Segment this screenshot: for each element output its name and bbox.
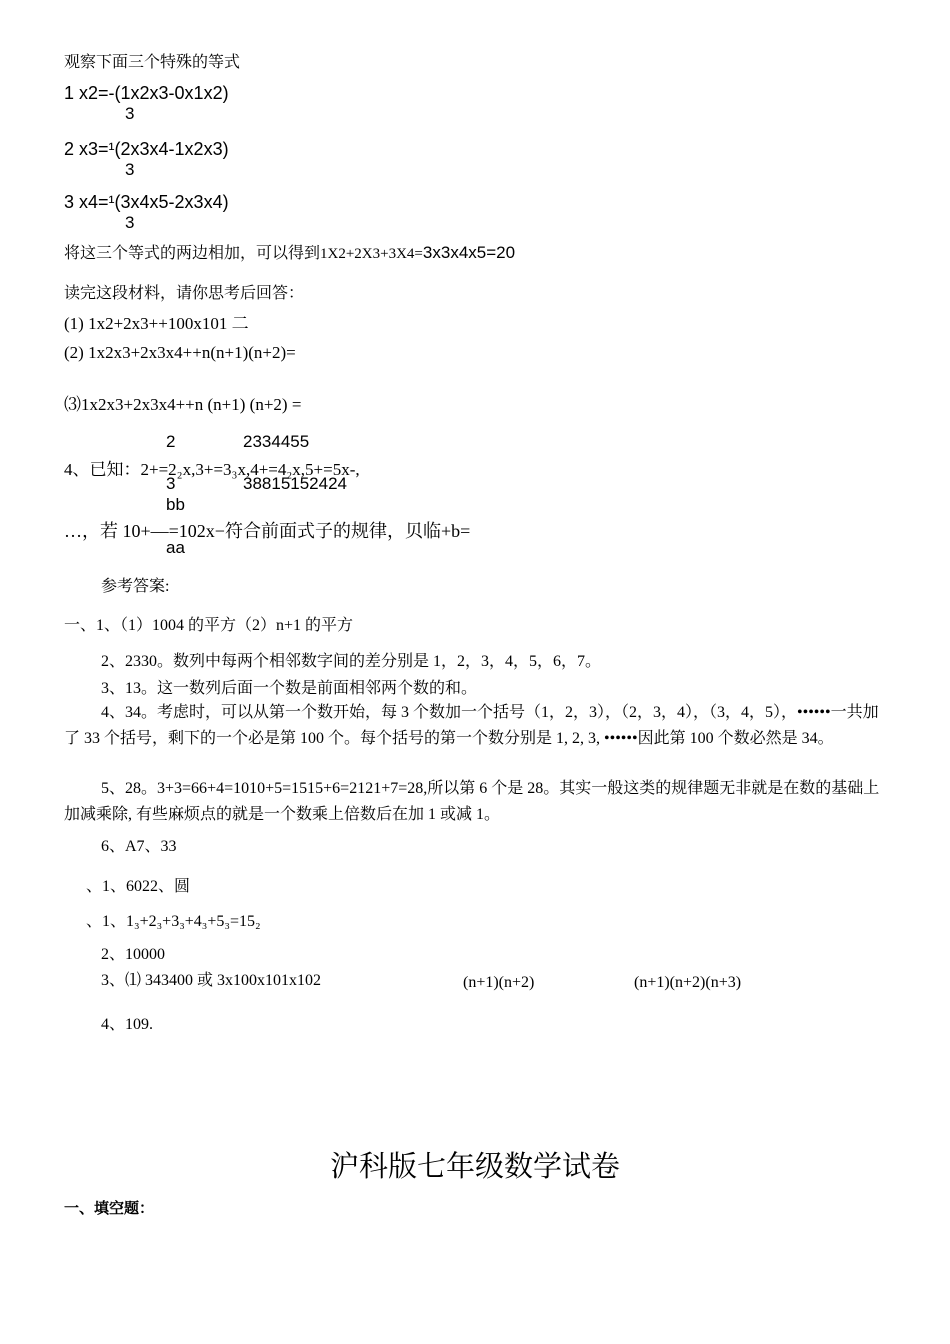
answer-2-1: 、1、6022、圆 xyxy=(86,878,191,895)
section-heading: 一、填空题： xyxy=(64,1199,155,1217)
q4-mid-left-number: 3 xyxy=(166,474,176,493)
exam-title: 沪科版七年级数学试卷 xyxy=(329,1149,620,1183)
answer-prompt: 读完这段材料，请你思考后回答： xyxy=(64,285,305,302)
answer-1-3: 3、13。这一数列后面一个数是前面相邻两个数的和。 xyxy=(101,680,478,697)
q4-main-line: 4、已知：2+=2₂x,3+=3₃x,4+=4₂x,5+=5x-, xyxy=(64,460,360,479)
sum-text: 将这三个等式的两边相加，可以得到 xyxy=(64,245,321,262)
q4-top-left-number: 2 xyxy=(166,432,176,451)
q4-numerator-bb: bb xyxy=(166,495,185,514)
answer-3-4: 4、109. xyxy=(101,1016,154,1033)
equation-1: 1 x2=-(1x2x3-0x1x2) xyxy=(64,83,229,103)
answer-3-3-fraction-1: (n+1)(n+2) xyxy=(463,974,535,991)
answer-1-5: 5、28。3+3=66+4=1010+5=1515+6=2121+7=28,所以第 6 个是 28。其实一般这类的规律题无非就是在数的基础上加减乘除, 有些麻烦点的就是一个数乘上倍数后在加 1 或减 1。 xyxy=(64,780,880,823)
answer-3-3-fraction-2: (n+1)(n+2)(n+3) xyxy=(634,974,742,991)
answers-header: 参考答案: xyxy=(101,578,170,595)
q4-mid-right-numbers: 38815152424 xyxy=(243,474,348,493)
equation-2-denominator: 3 xyxy=(125,160,135,179)
answer-3-2: 2、10000 xyxy=(101,946,166,963)
answer-1-1: 一、1、（1）1004 的平方（2）n+1 的平方 xyxy=(64,617,354,634)
equation-1-denominator: 3 xyxy=(125,104,135,123)
sum-result: 3x3x4x5=20 xyxy=(422,243,516,262)
answer-1-2: 2、2330。数列中每两个相邻数字间的差分别是 1，2，3，4，5，6，7。 xyxy=(101,653,602,670)
equation-3-denominator: 3 xyxy=(125,213,135,232)
equation-3: 3 x4=¹(3x4x5-2x3x4) xyxy=(64,192,229,212)
sum-statement xyxy=(64,240,515,263)
question-2: (2) 1x2x3+2x3x4++n(n+1)(n+2)= xyxy=(64,343,296,362)
equation-2: 2 x3=¹(2x3x4-1x2x3) xyxy=(64,139,229,159)
answer-1-4: 4、34。考虑时，可以从第一个数开始，每 3 个数加一个括号（1，2，3），（2，3，4），（3，4，5），••••••一共加了 33 个括号，剩下的一个必是第 100 个。每个括号的第一个数分别是 1, 2, 3, ••••••因此第 100 个数必然是 34。 xyxy=(64,704,879,747)
answer-1-6: 6、A7、33 xyxy=(101,838,177,855)
q4-top-right-numbers: 2334455 xyxy=(243,432,310,451)
q4-denominator-aa: aa xyxy=(166,538,185,557)
material-intro: 观察下面三个特殊的等式 xyxy=(64,54,241,71)
answer-3-1: 、1、1₃+2₃+3₃+4₃+5₃=15₂ xyxy=(86,913,261,930)
answer-3-3: 3、⑴ 343400 或 3x100x101x102 xyxy=(101,972,322,989)
q4-condition-line: …，若 10+—=102x−符合前面式子的规律，贝临+b= xyxy=(64,521,471,541)
question-3: ⑶1x2x3+2x3x4++n (n+1) (n+2) = xyxy=(64,395,302,414)
question-1: (1) 1x2+2x3++100x101 二 xyxy=(64,314,249,333)
sum-expression: 1X2+2X3+3X4= xyxy=(320,246,423,262)
